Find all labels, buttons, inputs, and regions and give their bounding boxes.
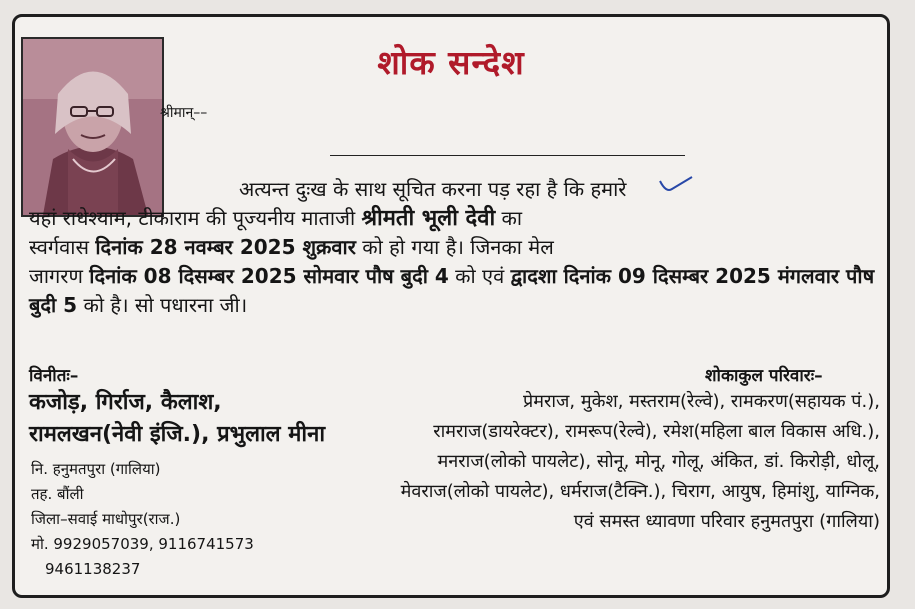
body-line-5-end: को है। सो पधारना जी।	[77, 293, 248, 317]
vinit-names-line-1: कजोड़, गिर्राज, कैलाश,	[29, 390, 222, 415]
family-members: प्रेमराज, मुकेश, मस्तराम(रेल्वे), रामकरण(सहायक पं.), रामराज(डायरेक्टर), रामरूप(रेल्वे), रमेश(महिला बाल विकास अधि.), मनराज(लोको पायलेट), सोनू, मोनू, गोलू, अंकित, डां. किरोड़ी, धोलू, मेवराज(लोको पायलेट), धर्मराज(टैक्नि.), चिराग, आयुष, हिमांशु, याग्निक, एवं समस्त ध्यावणा परिवार हनुमतपुरा (गालिया)	[400, 391, 880, 532]
mela-date: दिनांक 08 दिसम्बर 2025 सोमवार पौष बुदी 4	[89, 264, 449, 288]
salutation-text: श्रीमान्––	[160, 105, 208, 121]
family-label: शोकाकुल परिवारः–	[705, 366, 823, 386]
vinit-names	[29, 387, 399, 451]
death-date: दिनांक 28 नवम्बर 2025 शुक्रवार	[95, 235, 356, 259]
body-line-2-start: यहां राधेश्याम, टीकाराम की पूज्यनीय माताजी	[29, 206, 362, 230]
address-village: नि. हनुमतपुरा (गालिया)	[31, 460, 161, 478]
notice-title: शोक सन्देश	[377, 43, 525, 82]
body-line-3-end: को हो गया है। जिनका मेल	[355, 235, 554, 259]
address-district: जिला–सवाई माधोपुर(राज.)	[31, 510, 181, 528]
body-line-1: अत्यन्त दुःख के साथ सूचित करना पड़ रहा है कि हमारे	[239, 177, 627, 201]
condolence-card	[12, 14, 890, 598]
address-phone-3: 9461138237	[45, 560, 141, 578]
recipient-blank-line	[330, 155, 685, 156]
dwadasha-date: द्वादशा दिनांक 09 दिसम्बर 2025 मंगलवार पौष बुदी 5	[29, 264, 875, 317]
body-line-2-end: का	[495, 206, 523, 230]
vinit-names-line-2: रामलखन(नेवी इंजि.), प्रभुलाल मीना	[29, 422, 326, 447]
deceased-name: श्रीमती भूली देवी	[361, 206, 496, 231]
body-line-4-start: जागरण	[29, 264, 90, 288]
address-tehsil: तह. बौंली	[31, 485, 84, 503]
announcement-body	[29, 175, 879, 320]
address-phones: मो. 9929057039, 9116741573	[31, 535, 254, 553]
body-line-3-start: स्वर्गवास	[29, 235, 96, 259]
address-block	[31, 457, 361, 582]
vinit-label: विनीतः–	[29, 366, 79, 386]
body-line-4-mid: को एवं	[448, 264, 511, 288]
